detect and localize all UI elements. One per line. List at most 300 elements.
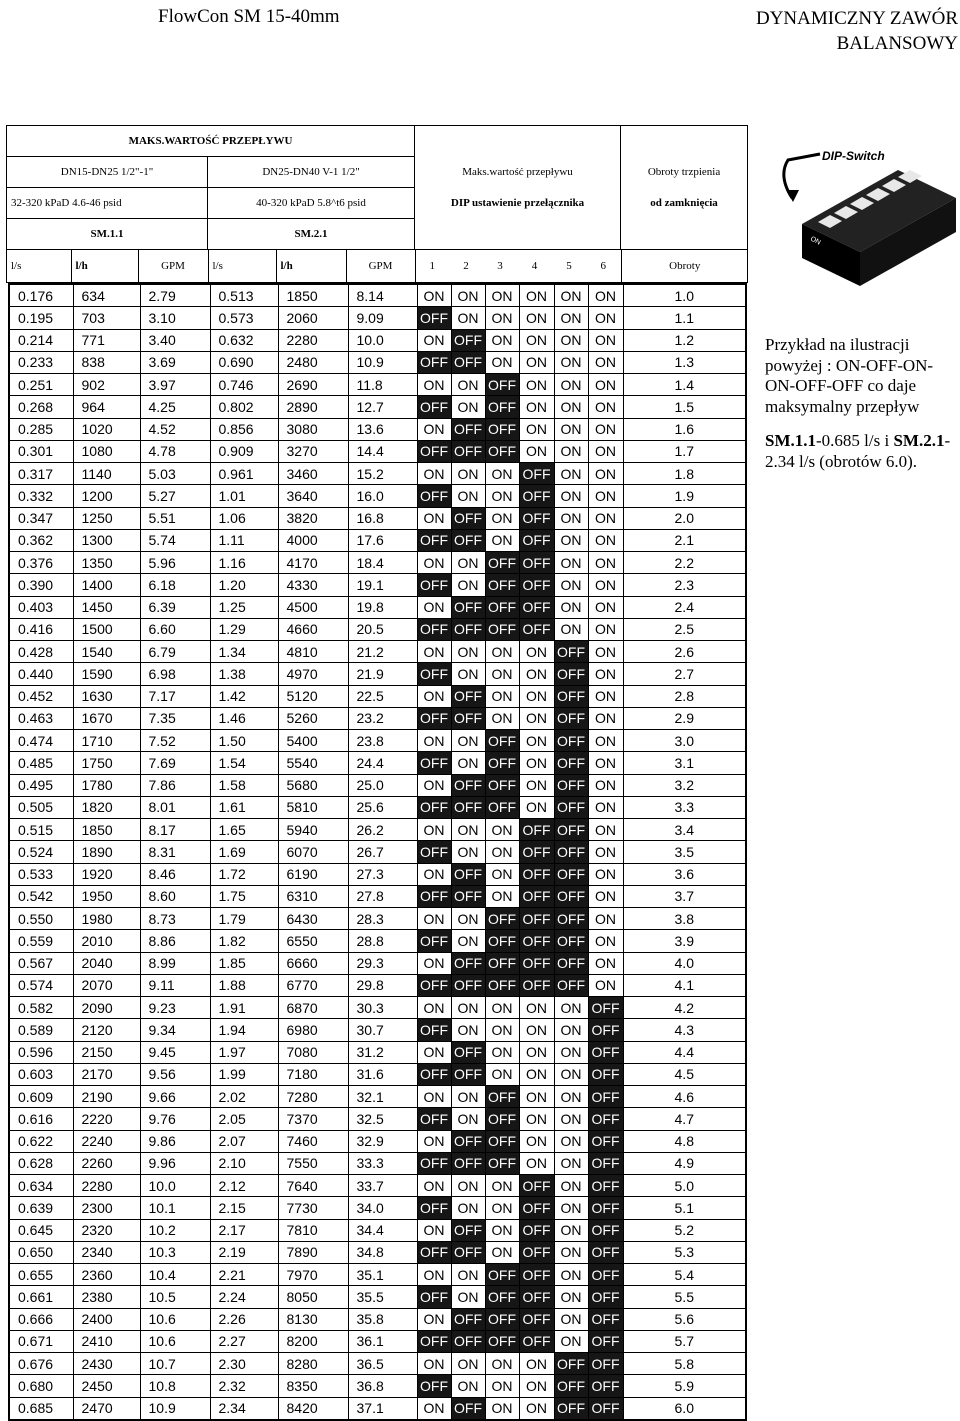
dip-switch-icon (780, 128, 960, 288)
dip-switch-6-state: ON (588, 796, 623, 818)
dip-switch-5-state: ON (554, 1330, 588, 1352)
turns-value: 3.9 (623, 930, 746, 952)
dip-switch-3-state: ON (485, 641, 519, 663)
dip-switch-5-state: ON (554, 552, 588, 574)
flow-lh-sm1: 1820 (73, 796, 140, 818)
flow-lh-sm1: 1590 (73, 663, 140, 685)
dip-switch-2-state: ON (451, 574, 485, 596)
dip-switch-2-state: OFF (451, 885, 485, 907)
table-row (9, 1175, 746, 1197)
flow-lh-sm2: 3460 (278, 463, 348, 485)
dip-switch-4-state: OFF (519, 819, 554, 841)
flow-gpm-sm2: 32.1 (348, 1086, 417, 1108)
turns-value: 3.2 (623, 774, 746, 796)
sm2-size: DN25-DN40 V-1 1/2" (208, 157, 415, 188)
dip-switch-5-state: OFF (554, 974, 588, 996)
flow-gpm-sm1: 10.6 (140, 1330, 210, 1352)
flow-lh-sm2: 3820 (278, 507, 348, 529)
flow-ls-sm2: 0.802 (210, 396, 278, 418)
dip-switch-1-state: OFF (417, 841, 451, 863)
dip-switch-4-state: ON (519, 641, 554, 663)
flow-ls-sm1: 0.603 (9, 1063, 73, 1085)
dip-switch-1-state: OFF (417, 1375, 451, 1397)
flow-ls-sm1: 0.589 (9, 1019, 73, 1041)
flow-lh-sm1: 902 (73, 374, 140, 396)
dip-switch-2-state: OFF (451, 863, 485, 885)
table-row (9, 1286, 746, 1308)
dip-switch-6-state: ON (588, 507, 623, 529)
flow-ls-sm1: 0.317 (9, 463, 73, 485)
turns-value: 3.0 (623, 730, 746, 752)
dip-switch-3-state: OFF (485, 1130, 519, 1152)
turns-value: 4.2 (623, 997, 746, 1019)
dip-switch-5-state: ON (554, 284, 588, 307)
flow-ls-sm1: 0.596 (9, 1041, 73, 1063)
flow-lh-sm2: 7550 (278, 1152, 348, 1174)
dip-switch-2-state: ON (451, 463, 485, 485)
turns-value: 5.4 (623, 1264, 746, 1286)
dip-switch-1-state: ON (417, 952, 451, 974)
dip-switch-4-state: OFF (519, 930, 554, 952)
dip-switch-2-state: ON (451, 730, 485, 752)
table-row (9, 752, 746, 774)
dip-switch-4-state: ON (519, 1041, 554, 1063)
flow-gpm-sm1: 4.78 (140, 440, 210, 462)
dip-switch-2-state: ON (451, 663, 485, 685)
dip-switch-3-state: OFF (485, 1308, 519, 1330)
flow-ls-sm1: 0.214 (9, 329, 73, 351)
table-row (9, 774, 746, 796)
dip-switch-3-state: ON (485, 1241, 519, 1263)
dip-switch-5-state: ON (554, 440, 588, 462)
flow-gpm-sm2: 27.8 (348, 885, 417, 907)
flow-lh-sm1: 2190 (73, 1086, 140, 1108)
flow-ls-sm1: 0.362 (9, 529, 73, 551)
max-flow-label: Maks.wartość przepływu (415, 157, 621, 188)
flow-lh-sm1: 2320 (73, 1219, 140, 1241)
flow-gpm-sm1: 5.51 (140, 507, 210, 529)
dip-switch-6-state: ON (588, 618, 623, 640)
dip-switch-3-state: OFF (485, 908, 519, 930)
table-row (9, 529, 746, 551)
flow-gpm-sm1: 9.34 (140, 1019, 210, 1041)
dip-switch-4-state: ON (519, 1397, 554, 1420)
turns-value: 2.4 (623, 596, 746, 618)
dip-switch-6-state: OFF (588, 1130, 623, 1152)
dip-switch-5-state: ON (554, 307, 588, 329)
flow-lh-sm1: 703 (73, 307, 140, 329)
flow-lh-sm2: 7890 (278, 1241, 348, 1263)
dip-switch-6-state: OFF (588, 1286, 623, 1308)
col-header: Obroty (669, 260, 701, 272)
dip-switch-1-state: ON (417, 1397, 451, 1420)
flow-lh-sm2: 3080 (278, 418, 348, 440)
table-row (9, 663, 746, 685)
flow-gpm-sm2: 36.5 (348, 1353, 417, 1375)
dip-switch-6-state: ON (588, 774, 623, 796)
dip-switch-2-state: ON (451, 908, 485, 930)
turns-value: 5.3 (623, 1241, 746, 1263)
turns-value: 5.8 (623, 1353, 746, 1375)
dip-switch-3-state: ON (485, 1375, 519, 1397)
turns-value: 2.6 (623, 641, 746, 663)
flow-ls-sm2: 1.46 (210, 707, 278, 729)
dip-switch-6-state: OFF (588, 1152, 623, 1174)
dip-switch-4-state: ON (519, 1086, 554, 1108)
dip-switch-3-state: OFF (485, 396, 519, 418)
dip-switch-5-state: OFF (554, 707, 588, 729)
dip-switch-6-state: OFF (588, 1063, 623, 1085)
flow-ls-sm1: 0.285 (9, 418, 73, 440)
dip-switch-2-state: ON (451, 752, 485, 774)
dip-switch-4-state: ON (519, 351, 554, 373)
table-row (9, 1308, 746, 1330)
flow-gpm-sm2: 27.3 (348, 863, 417, 885)
flow-ls-sm2: 1.16 (210, 552, 278, 574)
dip-switch-3-state: ON (485, 997, 519, 1019)
dip-switch-3-state: ON (485, 863, 519, 885)
dip-switch-6-state: OFF (588, 1197, 623, 1219)
dip-switch-2-state: ON (451, 819, 485, 841)
dip-switch-3-state: OFF (485, 1264, 519, 1286)
dip-switch-2-state: ON (451, 552, 485, 574)
flow-lh-sm1: 1980 (73, 908, 140, 930)
flow-ls-sm2: 2.27 (210, 1330, 278, 1352)
dip-switch-2-state: OFF (451, 507, 485, 529)
dip-switch-6-state: OFF (588, 1264, 623, 1286)
flow-gpm-sm2: 25.6 (348, 796, 417, 818)
flow-lh-sm1: 1300 (73, 529, 140, 551)
flow-gpm-sm1: 10.0 (140, 1175, 210, 1197)
flow-lh-sm2: 8130 (278, 1308, 348, 1330)
dip-switch-2-state: ON (451, 1108, 485, 1130)
dip-switch-4-state: ON (519, 1063, 554, 1085)
dip-switch-5-state: OFF (554, 885, 588, 907)
dip-switch-4-state: ON (519, 284, 554, 307)
table-row (9, 307, 746, 329)
dip-switch-5-state: OFF (554, 819, 588, 841)
dip-switch-6-state: ON (588, 440, 623, 462)
flow-lh-sm2: 4970 (278, 663, 348, 685)
dip-switch-5-state: ON (554, 1019, 588, 1041)
dip-switch-2-state: OFF (451, 1241, 485, 1263)
turns-value: 5.6 (623, 1308, 746, 1330)
flow-ls-sm2: 0.856 (210, 418, 278, 440)
dip-switch-5-state: ON (554, 329, 588, 351)
example-sm1-model: SM.1.1 (765, 431, 816, 450)
dip-switch-5-state: OFF (554, 774, 588, 796)
dip-switch-1-state: OFF (417, 1330, 451, 1352)
table-row (9, 284, 746, 307)
flow-ls-sm2: 1.65 (210, 819, 278, 841)
flow-lh-sm1: 1780 (73, 774, 140, 796)
turns-value: 4.7 (623, 1108, 746, 1130)
dip-switch-3-state: OFF (485, 1152, 519, 1174)
flow-lh-sm1: 1710 (73, 730, 140, 752)
flow-gpm-sm2: 34.8 (348, 1241, 417, 1263)
dip-switch-5-state: OFF (554, 1353, 588, 1375)
dip-switch-3-state: OFF (485, 574, 519, 596)
dip-switch-3-state: OFF (485, 974, 519, 996)
flow-lh-sm2: 1850 (278, 284, 348, 307)
dip-switch-3-state: OFF (485, 1108, 519, 1130)
dip-switch-4-state: ON (519, 396, 554, 418)
flow-gpm-sm1: 10.2 (140, 1219, 210, 1241)
dip-switch-5-state: ON (554, 1175, 588, 1197)
svg-text:ON: ON (809, 235, 822, 247)
dip-switch-1-state: OFF (417, 396, 451, 418)
table-row (9, 1108, 746, 1130)
dip-switch-5-state: ON (554, 507, 588, 529)
table-row (9, 863, 746, 885)
flow-ls-sm2: 1.94 (210, 1019, 278, 1041)
dip-switch-3-state: OFF (485, 1330, 519, 1352)
flow-gpm-sm2: 31.2 (348, 1041, 417, 1063)
dip-switch-1-state: ON (417, 552, 451, 574)
flow-ls-sm2: 2.24 (210, 1286, 278, 1308)
dip-switch-6-state: ON (588, 641, 623, 663)
flow-lh-sm2: 4660 (278, 618, 348, 640)
flow-ls-sm1: 0.559 (9, 930, 73, 952)
flow-gpm-sm1: 2.79 (140, 284, 210, 307)
flow-gpm-sm1: 5.03 (140, 463, 210, 485)
flow-lh-sm1: 2040 (73, 952, 140, 974)
dip-switch-6-state: ON (588, 752, 623, 774)
turns-value: 3.7 (623, 885, 746, 907)
turns-value: 1.0 (623, 284, 746, 307)
flow-ls-sm1: 0.347 (9, 507, 73, 529)
dip-switch-1-state: ON (417, 774, 451, 796)
header-empty-cell (415, 219, 621, 250)
dip-switch-2-state: OFF (451, 774, 485, 796)
flow-gpm-sm1: 9.45 (140, 1041, 210, 1063)
flow-lh-sm2: 7080 (278, 1041, 348, 1063)
dip-switch-3-state: OFF (485, 752, 519, 774)
dip-switch-2-state: ON (451, 997, 485, 1019)
dip-switch-6-state: ON (588, 685, 623, 707)
flow-gpm-sm2: 17.6 (348, 529, 417, 551)
document-subtitle: DYNAMICZNY ZAWÓR BALANSOWY (755, 8, 958, 54)
dip-switch-4-state: ON (519, 1130, 554, 1152)
dip-switch-3-state: ON (485, 351, 519, 373)
dip-switch-6-state: ON (588, 952, 623, 974)
flow-lh-sm2: 5400 (278, 730, 348, 752)
flow-ls-sm2: 1.25 (210, 596, 278, 618)
dip-switch-1-state: ON (417, 507, 451, 529)
flow-ls-sm1: 0.645 (9, 1219, 73, 1241)
dip-switch-5-state: ON (554, 374, 588, 396)
flow-ls-sm1: 0.609 (9, 1086, 73, 1108)
flow-lh-sm1: 1750 (73, 752, 140, 774)
flow-ls-sm1: 0.550 (9, 908, 73, 930)
dip-switch-6-state: OFF (588, 1308, 623, 1330)
flow-lh-sm2: 6980 (278, 1019, 348, 1041)
dip-switch-6-state: OFF (588, 1019, 623, 1041)
turns-value: 1.6 (623, 418, 746, 440)
flow-lh-sm1: 1850 (73, 819, 140, 841)
flow-lh-sm1: 1920 (73, 863, 140, 885)
flow-gpm-sm1: 8.99 (140, 952, 210, 974)
flow-gpm-sm2: 29.3 (348, 952, 417, 974)
flow-lh-sm1: 2220 (73, 1108, 140, 1130)
turns-value: 1.5 (623, 396, 746, 418)
dip-switch-4-state: ON (519, 440, 554, 462)
dip-switch-3-state: OFF (485, 796, 519, 818)
flow-lh-sm1: 1450 (73, 596, 140, 618)
flow-lh-sm2: 7730 (278, 1197, 348, 1219)
table-row (9, 1086, 746, 1108)
dip-switch-6-state: OFF (588, 1241, 623, 1263)
example-sm2-model: SM.2.1 (893, 431, 945, 450)
table-row (9, 1197, 746, 1219)
table-row (9, 1063, 746, 1085)
dip-switch-1-state: OFF (417, 663, 451, 685)
flow-ls-sm1: 0.671 (9, 1330, 73, 1352)
col-header: 2 (463, 260, 469, 272)
dip-switch-5-state: OFF (554, 908, 588, 930)
flow-ls-sm2: 1.88 (210, 974, 278, 996)
dip-switch-1-state: ON (417, 1041, 451, 1063)
dip-switch-2-state: ON (451, 1019, 485, 1041)
example-description: Przykład na ilustracji powyżej : ON-OFF-ON-ON-OFF-OFF co daje maksymalny przepływ (765, 335, 934, 416)
col-header: 3 (497, 260, 503, 272)
flow-ls-sm2: 1.38 (210, 663, 278, 685)
flow-gpm-sm2: 20.5 (348, 618, 417, 640)
dip-switch-4-state: OFF (519, 552, 554, 574)
flow-ls-sm2: 1.50 (210, 730, 278, 752)
dip-switch-6-state: OFF (588, 1219, 623, 1241)
flow-gpm-sm1: 6.39 (140, 596, 210, 618)
table-row (9, 796, 746, 818)
flow-lh-sm1: 1350 (73, 552, 140, 574)
turns-value: 2.5 (623, 618, 746, 640)
dip-switch-6-state: ON (588, 930, 623, 952)
flow-lh-sm2: 7970 (278, 1264, 348, 1286)
flow-gpm-sm1: 9.66 (140, 1086, 210, 1108)
flow-ls-sm1: 0.390 (9, 574, 73, 596)
dip-switch-6-state: OFF (588, 1397, 623, 1420)
flow-ls-sm2: 2.34 (210, 1397, 278, 1420)
dip-switch-4-state: OFF (519, 952, 554, 974)
turns-value: 4.5 (623, 1063, 746, 1085)
dip-switch-5-state: OFF (554, 930, 588, 952)
dip-switch-3-state: OFF (485, 730, 519, 752)
dip-switch-1-state: ON (417, 685, 451, 707)
dip-switch-3-state: OFF (485, 552, 519, 574)
flow-lh-sm1: 2070 (73, 974, 140, 996)
sm2-pressure: 40-320 kPaD 5.8^t6 psid (208, 188, 415, 219)
dip-switch-1-state: OFF (417, 1152, 451, 1174)
dip-switch-4-state: ON (519, 707, 554, 729)
turns-value: 2.8 (623, 685, 746, 707)
dip-switch-4-state: OFF (519, 1308, 554, 1330)
flow-lh-sm1: 2340 (73, 1241, 140, 1263)
flow-ls-sm2: 1.01 (210, 485, 278, 507)
dip-switch-4-state: ON (519, 730, 554, 752)
turns-value: 1.2 (623, 329, 746, 351)
dip-switch-6-state: OFF (588, 1353, 623, 1375)
dip-switch-5-state: ON (554, 1308, 588, 1330)
dip-switch-1-state: OFF (417, 885, 451, 907)
table-row (9, 1397, 746, 1420)
dip-switch-1-state: OFF (417, 307, 451, 329)
flow-gpm-sm2: 23.8 (348, 730, 417, 752)
flow-lh-sm1: 2470 (73, 1397, 140, 1420)
dip-switch-2-state: OFF (451, 618, 485, 640)
table-row (9, 1241, 746, 1263)
dip-switch-4-state: ON (519, 997, 554, 1019)
dip-switch-4-state: OFF (519, 1286, 554, 1308)
dip-switch-6-state: ON (588, 908, 623, 930)
flow-ls-sm1: 0.505 (9, 796, 73, 818)
example-note (765, 335, 960, 472)
flow-gpm-sm2: 35.1 (348, 1264, 417, 1286)
dip-switch-1-state: OFF (417, 440, 451, 462)
dip-switch-1-state: OFF (417, 1108, 451, 1130)
sm2-model: SM.2.1 (208, 219, 415, 250)
turns-value: 2.0 (623, 507, 746, 529)
table-row (9, 1152, 746, 1174)
flow-ls-sm2: 1.85 (210, 952, 278, 974)
dip-switch-2-state: OFF (451, 329, 485, 351)
flow-ls-sm2: 1.99 (210, 1063, 278, 1085)
dip-switch-5-state: ON (554, 1086, 588, 1108)
dip-switch-5-state: OFF (554, 1375, 588, 1397)
dip-switch-1-state: ON (417, 1175, 451, 1197)
flow-ls-sm2: 1.42 (210, 685, 278, 707)
dip-switch-4-state: ON (519, 1375, 554, 1397)
flow-ls-sm2: 1.75 (210, 885, 278, 907)
flow-lh-sm1: 1140 (73, 463, 140, 485)
flow-lh-sm2: 8050 (278, 1286, 348, 1308)
dip-switch-1-state: ON (417, 1130, 451, 1152)
flow-ls-sm1: 0.533 (9, 863, 73, 885)
flow-ls-sm1: 0.567 (9, 952, 73, 974)
dip-switch-1-state: OFF (417, 1063, 451, 1085)
dip-switch-2-state: ON (451, 1375, 485, 1397)
turns-value: 1.3 (623, 351, 746, 373)
dip-switch-1-state: OFF (417, 1197, 451, 1219)
table-row (9, 841, 746, 863)
dip-switch-3-state: OFF (485, 930, 519, 952)
dip-switch-2-state: OFF (451, 952, 485, 974)
dip-switch-4-state: OFF (519, 974, 554, 996)
flow-lh-sm1: 1630 (73, 685, 140, 707)
sm1-size: DN15-DN25 1/2"-1" (7, 157, 208, 188)
dip-switch-6-state: OFF (588, 1041, 623, 1063)
flow-lh-sm1: 2430 (73, 1353, 140, 1375)
turns-value: 3.1 (623, 752, 746, 774)
flow-ls-sm1: 0.685 (9, 1397, 73, 1420)
table-row (9, 885, 746, 907)
col-header: l/h (276, 250, 346, 282)
flow-ls-sm2: 1.61 (210, 796, 278, 818)
dip-switch-5-state: OFF (554, 863, 588, 885)
flow-lh-sm1: 2120 (73, 1019, 140, 1041)
flow-gpm-sm2: 35.5 (348, 1286, 417, 1308)
dip-switch-6-state: OFF (588, 1108, 623, 1130)
flow-gpm-sm2: 11.8 (348, 374, 417, 396)
dip-switch-3-state: OFF (485, 1086, 519, 1108)
flow-gpm-sm1: 9.23 (140, 997, 210, 1019)
turns-value: 5.9 (623, 1375, 746, 1397)
flow-lh-sm1: 771 (73, 329, 140, 351)
flow-lh-sm1: 2090 (73, 997, 140, 1019)
dip-switch-6-state: ON (588, 574, 623, 596)
flow-ls-sm1: 0.650 (9, 1241, 73, 1263)
dip-switch-5-state: OFF (554, 641, 588, 663)
flow-gpm-sm2: 36.1 (348, 1330, 417, 1352)
